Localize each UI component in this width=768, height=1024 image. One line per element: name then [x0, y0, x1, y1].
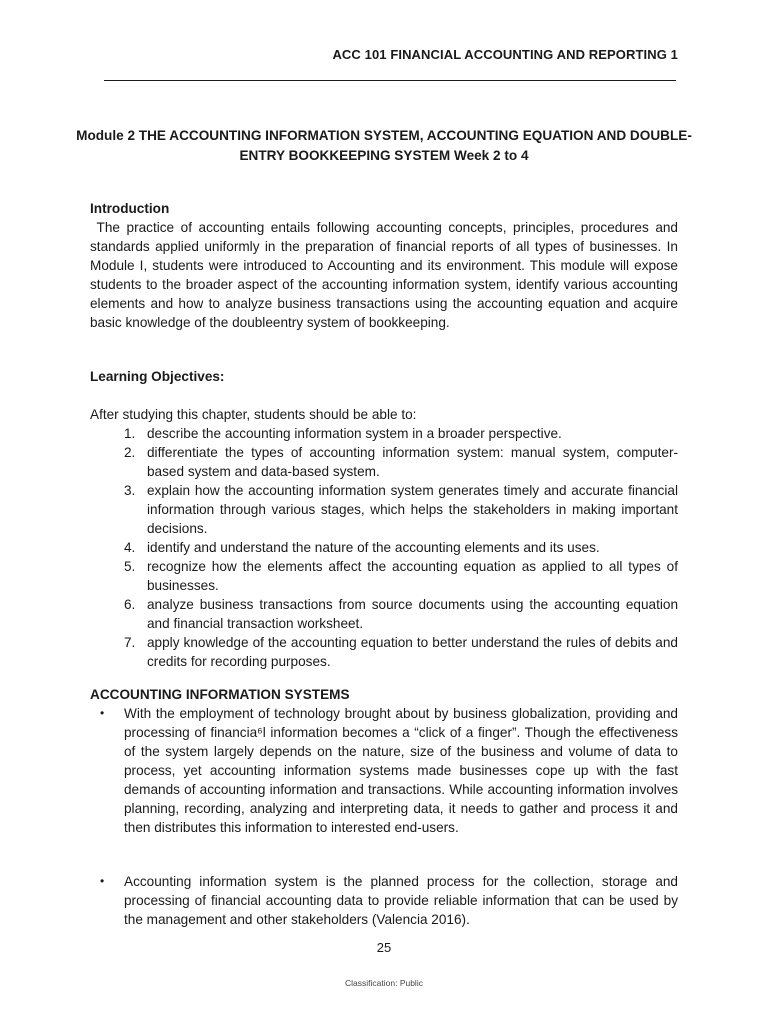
objective-item: [120, 538, 678, 557]
objective-text: describe the accounting information system in a broader perspective.: [147, 426, 562, 441]
page-number: 25: [376, 940, 392, 955]
ais-bullet-text: Accounting information system is the planned process for the collection, storage and processing of financial accounting data to provide reliable information that can be used by the management and other stakeholders (Valencia 2016).: [124, 874, 678, 927]
classification-label: Classification: Public: [345, 978, 423, 988]
objective-text: identify and understand the nature of the accounting elements and its uses.: [147, 540, 600, 555]
ais-bullet-item: [90, 872, 678, 929]
objective-text: recognize how the elements affect the accounting equation as applied to all types of businesses.: [147, 559, 678, 593]
course-header: ACC 101 FINANCIAL ACCOUNTING AND REPORTING 1: [332, 47, 678, 62]
objective-text: apply knowledge of the accounting equation to better understand the rules of debits and credits for recording purposes.: [147, 635, 678, 669]
objective-number: 3.: [124, 483, 136, 498]
header-divider: [104, 80, 676, 81]
objective-item: [120, 595, 678, 633]
objective-number: 2.: [124, 445, 136, 460]
objective-item: [120, 424, 678, 443]
module-title: Module 2 THE ACCOUNTING INFORMATION SYSTEM, ACCOUNTING EQUATION AND DOUBLE-ENTRY BOOKKEEPING SYSTEM Week 2 to 4: [76, 128, 692, 163]
objectives-heading: Learning Objectives:: [90, 369, 225, 384]
objective-item: [120, 557, 678, 595]
introduction-body: The practice of accounting entails following accounting concepts, principles, procedures and standards applied uniformly in the preparation of financial reports of all types of businesses. In Module I, students were introduced to Accounting and its environment. This module will expose students to the broader aspect of the accounting information system, identify various accounting elements and how to analyze business transactions using the accounting equation and acquire basic knowledge of the doubleentry system of bookkeeping.: [90, 220, 678, 330]
ais-bullet-text: With the employment of technology brought about by business globalization, providing and processing of financia⁶l information becomes a “click of a finger”. Though the effectiveness of the system largely depends on the nature, size of the business and volume of data to process, yet accounting information systems made businesses cope up with the fast demands of accounting information and transactions. While accounting information involves planning, recording, analyzing and interpreting data, it needs to gather and process it and then distributes this information to interested end-users.: [124, 706, 678, 835]
bullet-icon: •: [100, 874, 105, 888]
objectives-list: [120, 424, 678, 671]
introduction-heading: Introduction: [90, 201, 170, 216]
objectives-lead: After studying this chapter, students should be able to:: [90, 407, 417, 422]
ais-bullet-item: [90, 704, 678, 837]
objective-text: explain how the accounting information system generates timely and accurate financial information through various stages, which helps the stakeholders in making important decisions.: [147, 483, 678, 536]
introduction-text: [90, 218, 678, 332]
objective-number: 5.: [124, 559, 136, 574]
objective-number: 4.: [124, 540, 136, 555]
objective-item: [120, 633, 678, 671]
objective-item: [120, 481, 678, 538]
objective-number: 7.: [124, 635, 136, 650]
objective-item: [120, 443, 678, 481]
objective-number: 1.: [124, 426, 136, 441]
ais-heading: ACCOUNTING INFORMATION SYSTEMS: [90, 687, 350, 702]
objective-text: differentiate the types of accounting information system: manual system, computer-based system and data-based system.: [147, 445, 678, 479]
objective-text: analyze business transactions from source documents using the accounting equation and financial transaction worksheet.: [147, 597, 678, 631]
objective-number: 6.: [124, 597, 136, 612]
bullet-icon: •: [100, 706, 105, 720]
